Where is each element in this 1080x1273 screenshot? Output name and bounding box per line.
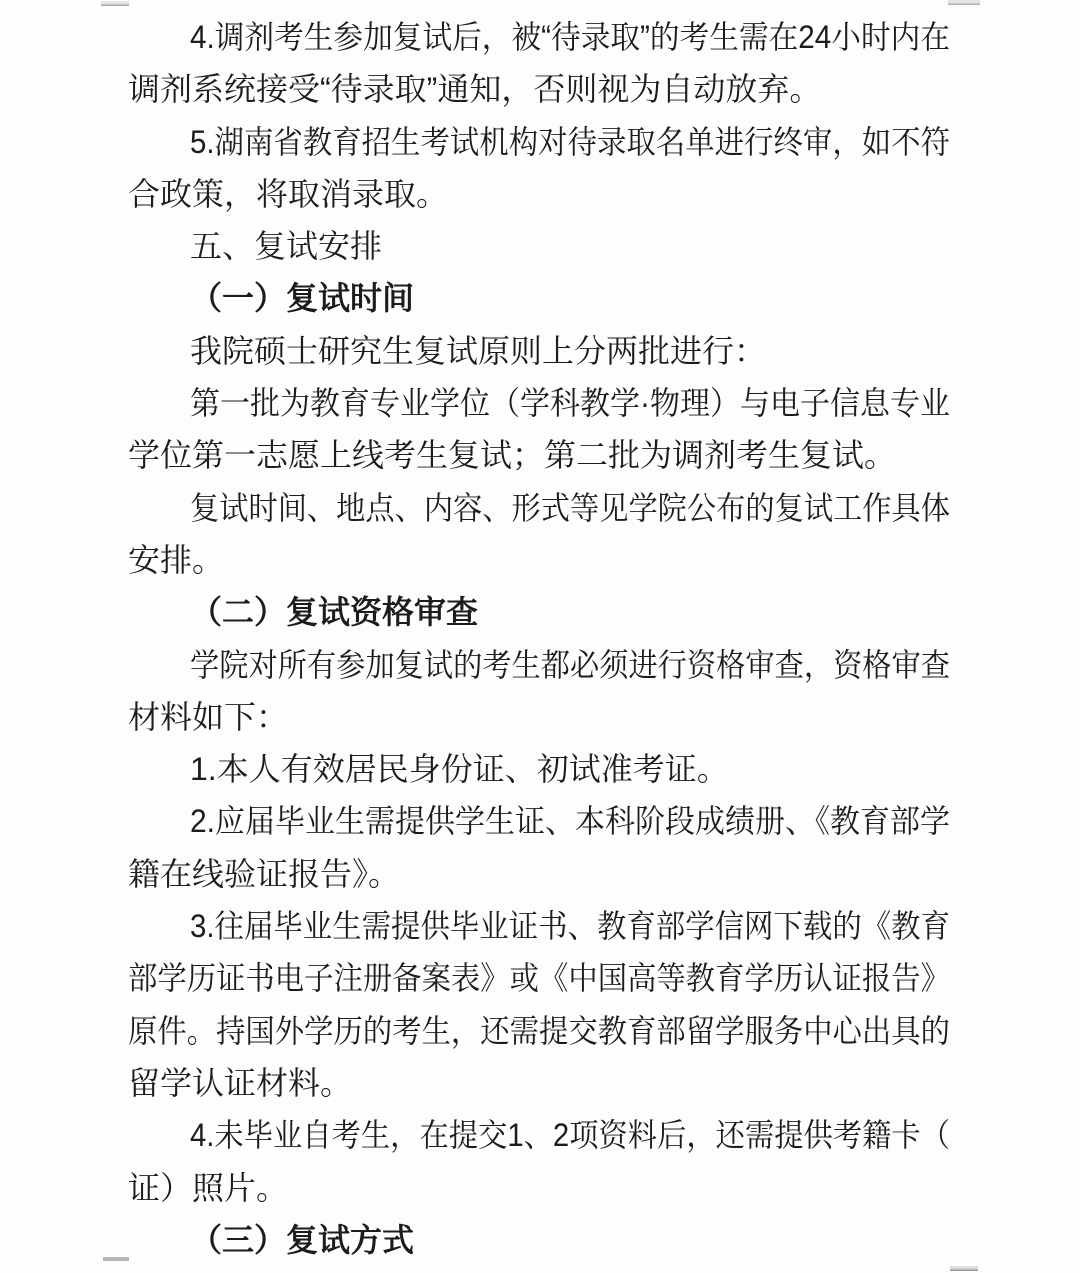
text-line bbox=[128, 795, 950, 847]
text-line bbox=[128, 377, 950, 429]
cropped-text-fragment-top-left bbox=[101, 1, 129, 6]
text-line bbox=[128, 1057, 950, 1109]
line-text: 安排。 bbox=[128, 541, 225, 578]
section-heading-line bbox=[128, 1214, 950, 1266]
line-text: 复试时间、地点、内容、形式等见学院公布的复试工作具体 bbox=[190, 489, 950, 526]
line-text: 合政策，将取消录取。 bbox=[128, 175, 449, 212]
text-line bbox=[128, 11, 950, 63]
line-text: （三）复试方式 bbox=[190, 1221, 415, 1258]
text-line bbox=[128, 1005, 950, 1057]
cropped-text-fragment-bottom-left bbox=[103, 1257, 129, 1261]
section-heading-line bbox=[128, 586, 950, 638]
text-line bbox=[128, 848, 950, 900]
section-heading-line bbox=[128, 272, 950, 324]
text-line bbox=[128, 1162, 950, 1214]
line-text: 4.未毕业自考生，在提交1、2项资料后，还需提供考籍卡（ bbox=[190, 1117, 950, 1154]
text-line bbox=[128, 220, 950, 272]
text-line bbox=[128, 63, 950, 115]
text-line bbox=[128, 429, 950, 481]
line-text: 2.应届毕业生需提供学生证、本科阶段成绩册、《教育部学 bbox=[190, 803, 950, 840]
text-line bbox=[128, 639, 950, 691]
line-text: 学位第一志愿上线考生复试；第二批为调剂考生复试。 bbox=[128, 437, 897, 474]
line-text: 第一批为教育专业学位（学科教学·物理）与电子信息专业 bbox=[190, 385, 950, 422]
line-text: 调剂系统接受“待录取”通知，否则视为自动放弃。 bbox=[128, 71, 822, 108]
cropped-text-fragment-bottom-right bbox=[950, 1266, 978, 1271]
line-text: 部学历证书电子注册备案表》或《中国高等教育学历认证报告》 bbox=[128, 960, 950, 997]
line-text: 籍在线验证报告》。 bbox=[128, 855, 401, 892]
line-text: 证）照片。 bbox=[128, 1169, 289, 1206]
line-text: 留学认证材料。 bbox=[128, 1064, 353, 1101]
line-text: 我院硕士研究生复试原则上分两批进行： bbox=[190, 332, 767, 369]
text-line bbox=[128, 743, 950, 795]
line-text: （一）复试时间 bbox=[190, 280, 415, 317]
cropped-text-fragment-top-right bbox=[948, 0, 980, 5]
line-text: 1.本人有效居民身份证、初试准考证。 bbox=[190, 751, 729, 788]
text-line bbox=[128, 900, 950, 952]
text-line bbox=[128, 482, 950, 534]
text-line bbox=[128, 534, 950, 586]
line-text: 5.湖南省教育招生考试机构对待录取名单进行终审，如不符 bbox=[190, 123, 950, 160]
line-text: 学院对所有参加复试的考生都必须进行资格审查，资格审查 bbox=[190, 646, 950, 683]
line-text: （二）复试资格审查 bbox=[190, 594, 479, 631]
text-line bbox=[128, 116, 950, 168]
text-line bbox=[128, 325, 950, 377]
line-text: 材料如下： bbox=[128, 698, 289, 735]
text-line bbox=[128, 1109, 950, 1161]
document-page bbox=[128, 11, 950, 1266]
line-text: 3.往届毕业生需提供毕业证书、教育部学信网下载的《教育 bbox=[190, 908, 950, 945]
text-line bbox=[128, 168, 950, 220]
text-line bbox=[128, 691, 950, 743]
text-line bbox=[128, 952, 950, 1004]
line-text: 4.调剂考生参加复试后，被“待录取”的考生需在24小时内在 bbox=[190, 19, 950, 55]
line-text: 原件。持国外学历的考生，还需提交教育部留学服务中心出具的 bbox=[128, 1012, 950, 1049]
line-text: 五、复试安排 bbox=[190, 228, 383, 265]
